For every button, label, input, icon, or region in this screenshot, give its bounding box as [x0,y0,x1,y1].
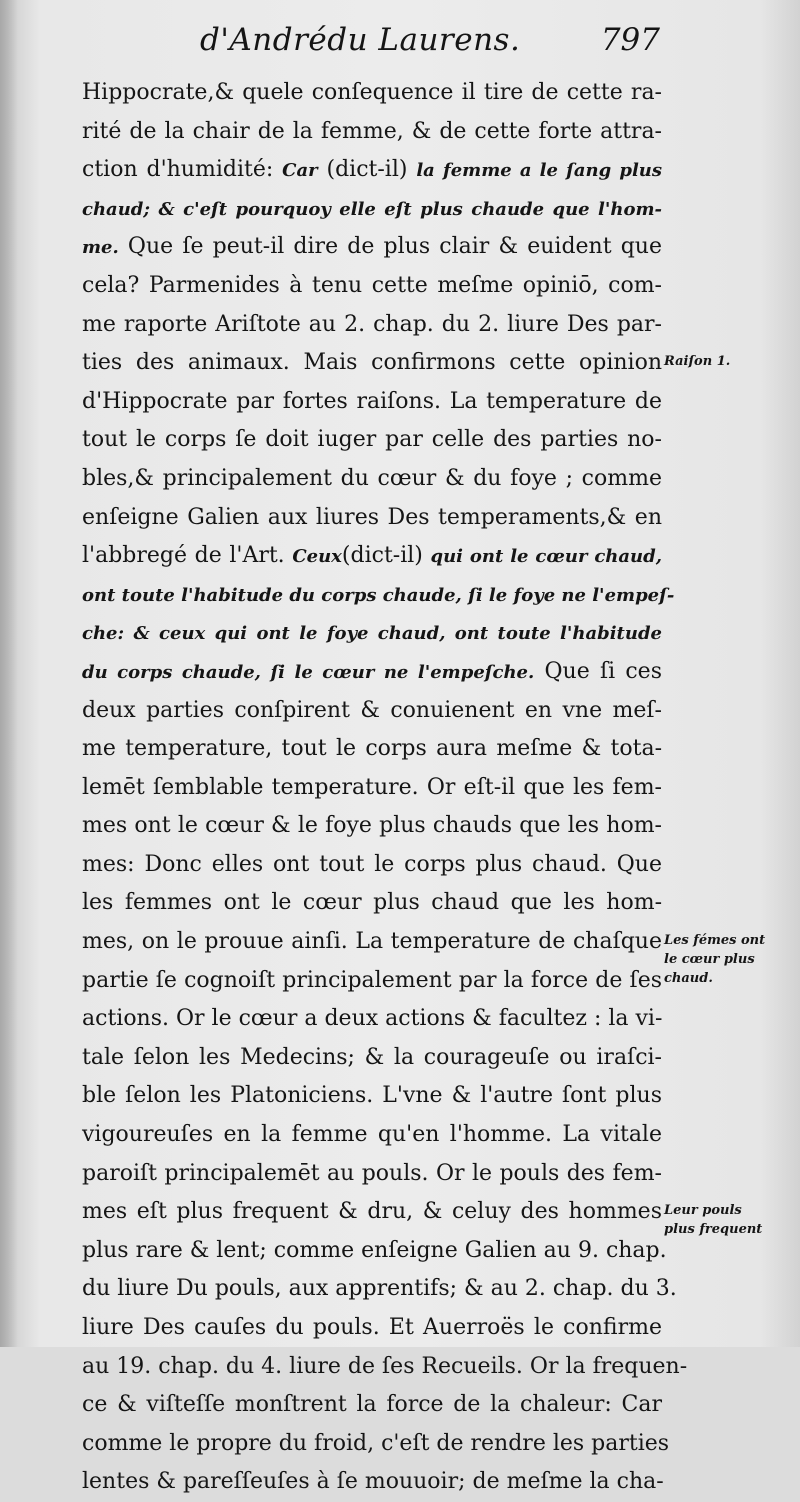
text-span: au 19. chap. du 4. liure de ſes Recueils. Or la frequen- [82,1353,688,1379]
text-line [82,1155,662,1194]
text-body [82,74,688,1502]
text-span: ble ſelon les Platoniciens. L'vne & l'autre ſont plus [82,1083,662,1109]
text-span: (dict-il) [341,543,431,569]
margin-note-line: plus frequent [664,1222,763,1238]
text-line [82,228,662,267]
text-line [82,1309,662,1348]
text-line [82,306,662,345]
text-span: tale ſelon les Medecins; & la courageuſe ou iraſci- [82,1044,662,1070]
margin-note-line: Raiſon 1. [664,354,731,370]
text-line [82,1463,662,1502]
text-span: lentes & pareſſeuſes à ſe mouuoir; de meſme la cha- [82,1469,664,1495]
text-line [82,1386,662,1425]
text-line [82,190,662,229]
text-span: me raporte Ariſtote au 2. chap. du 2. liure Des par- [82,311,662,337]
text-span: deux parties conſpirent & conuienent en vne meſ- [82,697,662,723]
italic-quote-span: chaud; & c'eſt pourquoy elle eſt plus chaude que l'hom- [82,198,662,220]
italic-quote-span: ont toute l'habitude du corps chaude, ſi le foye ne l'empeſ- [82,584,675,606]
text-line [82,1348,688,1387]
text-line [82,884,662,923]
text-line [82,730,662,769]
text-span: partie ſe cognoiſt principalement par la force de ſes [82,967,662,993]
text-span: mes: Donc elles ont tout le corps plus chaud. Que [82,851,662,877]
margin-note-line: chaud. [664,971,713,987]
text-line [82,460,662,499]
text-span: mes, on le prouue ainſi. La temperature de chaſque [82,929,662,955]
italic-quote-span: Ceux [292,546,342,568]
text-line [82,1270,677,1309]
text-line [82,807,662,846]
text-line [82,962,662,1001]
text-span: mes eſt plus frequent & dru, & celuy des hommes [82,1199,662,1225]
running-title: d'Andrédu Laurens. [200,22,521,58]
text-span: actions. Or le cœur a deux actions & facultez : la vi- [82,1006,663,1032]
text-line [82,537,662,576]
text-span: enſeigne Galien aux liures Des temperaments,& en [82,504,662,530]
text-line [82,113,662,152]
page-gutter-shadow [0,0,18,1347]
margin-note [664,352,800,371]
text-span: vigoureuſes en la femme qu'en l'homme. La vitale [82,1122,662,1148]
italic-quote-span: la femme a le ſang plus [416,160,662,182]
text-span: bles,& principalement du cœur & du foye ; comme [82,465,662,491]
text-line [82,692,662,731]
text-span: ction d'humidité: [82,157,283,183]
text-span: cela? Parmenides à tenu cette meſme opiniō, com- [82,272,662,298]
margin-note-line: Les fémes ont [664,933,766,949]
text-line [82,614,662,653]
text-line [82,74,662,113]
text-span: ce & viſteſſe monſtrent la force de la chaleur: Car [82,1392,662,1418]
text-line [82,1039,662,1078]
page-number: 797 [600,22,660,58]
text-span: (dict-il) [317,157,417,183]
italic-quote-span: du corps chaude, ſi le cœur ne l'empeſche. [82,661,535,683]
text-line [82,1193,662,1232]
margin-note [664,931,800,988]
text-span: mes ont le cœur & le foye plus chauds que les hom- [82,813,662,839]
text-span: liure Des cauſes du pouls. Et Auerroës le confirme [82,1315,662,1340]
margin-note-line: Leur pouls [664,1203,742,1219]
italic-quote-span: qui ont le cœur chaud, [430,546,662,568]
text-span: l'abbregé de l'Art. [82,543,293,569]
text-line [82,576,675,615]
text-span: Que ſi ces [534,658,662,684]
text-span: me temperature, tout le corps aura meſme & tota- [82,736,662,762]
text-span: rité de la chair de la femme, & de cette forte attra- [82,118,662,144]
text-span: les femmes ont le cœur plus chaud que les hom- [82,890,662,916]
text-line [82,267,662,306]
text-line [82,344,662,383]
text-span: comme le propre du froid, c'eſt de rendre les parties [82,1430,670,1456]
text-span: lemēt ſemblable temperature. Or eſt-il que les fem- [82,774,662,800]
italic-quote-span: Car [282,160,318,182]
text-line [82,151,662,190]
text-line [82,1116,662,1155]
text-line [82,846,662,885]
text-span: tout le corps ſe doit iuger par celle des parties no- [82,427,662,453]
text-line [82,499,662,538]
running-header [200,20,660,66]
text-line [82,421,662,460]
text-line [82,653,662,692]
text-span: d'Hippocrate par fortes raiſons. La temperature de [82,388,662,414]
text-line [82,1425,670,1464]
text-line [82,769,662,808]
text-span: Hippocrate,& quele conſequence il tire de cette ra- [82,80,662,105]
text-span: paroiſt principalemēt au pouls. Or le pouls des fem- [82,1160,662,1186]
margin-note [664,1201,800,1239]
text-span: ties des animaux. Mais confirmons cette opinion [82,350,662,376]
margin-note-line: le cœur plus [664,952,755,968]
italic-quote-span: me. [82,237,119,259]
text-line [82,1077,662,1116]
text-line [82,1232,667,1271]
text-line [82,923,662,962]
text-line [82,1000,662,1039]
italic-quote-span: che: & ceux qui ont le foye chaud, ont toute l'habitude [82,623,662,645]
text-span: plus rare & lent; comme enſeigne Galien au 9. chap. [82,1237,667,1263]
text-span: du liure Du pouls, aux apprentifs; & au 2. chap. du 3. [82,1276,677,1302]
text-span: Que ſe peut-il dire de plus clair & euident que [118,234,662,260]
text-line [82,383,662,422]
